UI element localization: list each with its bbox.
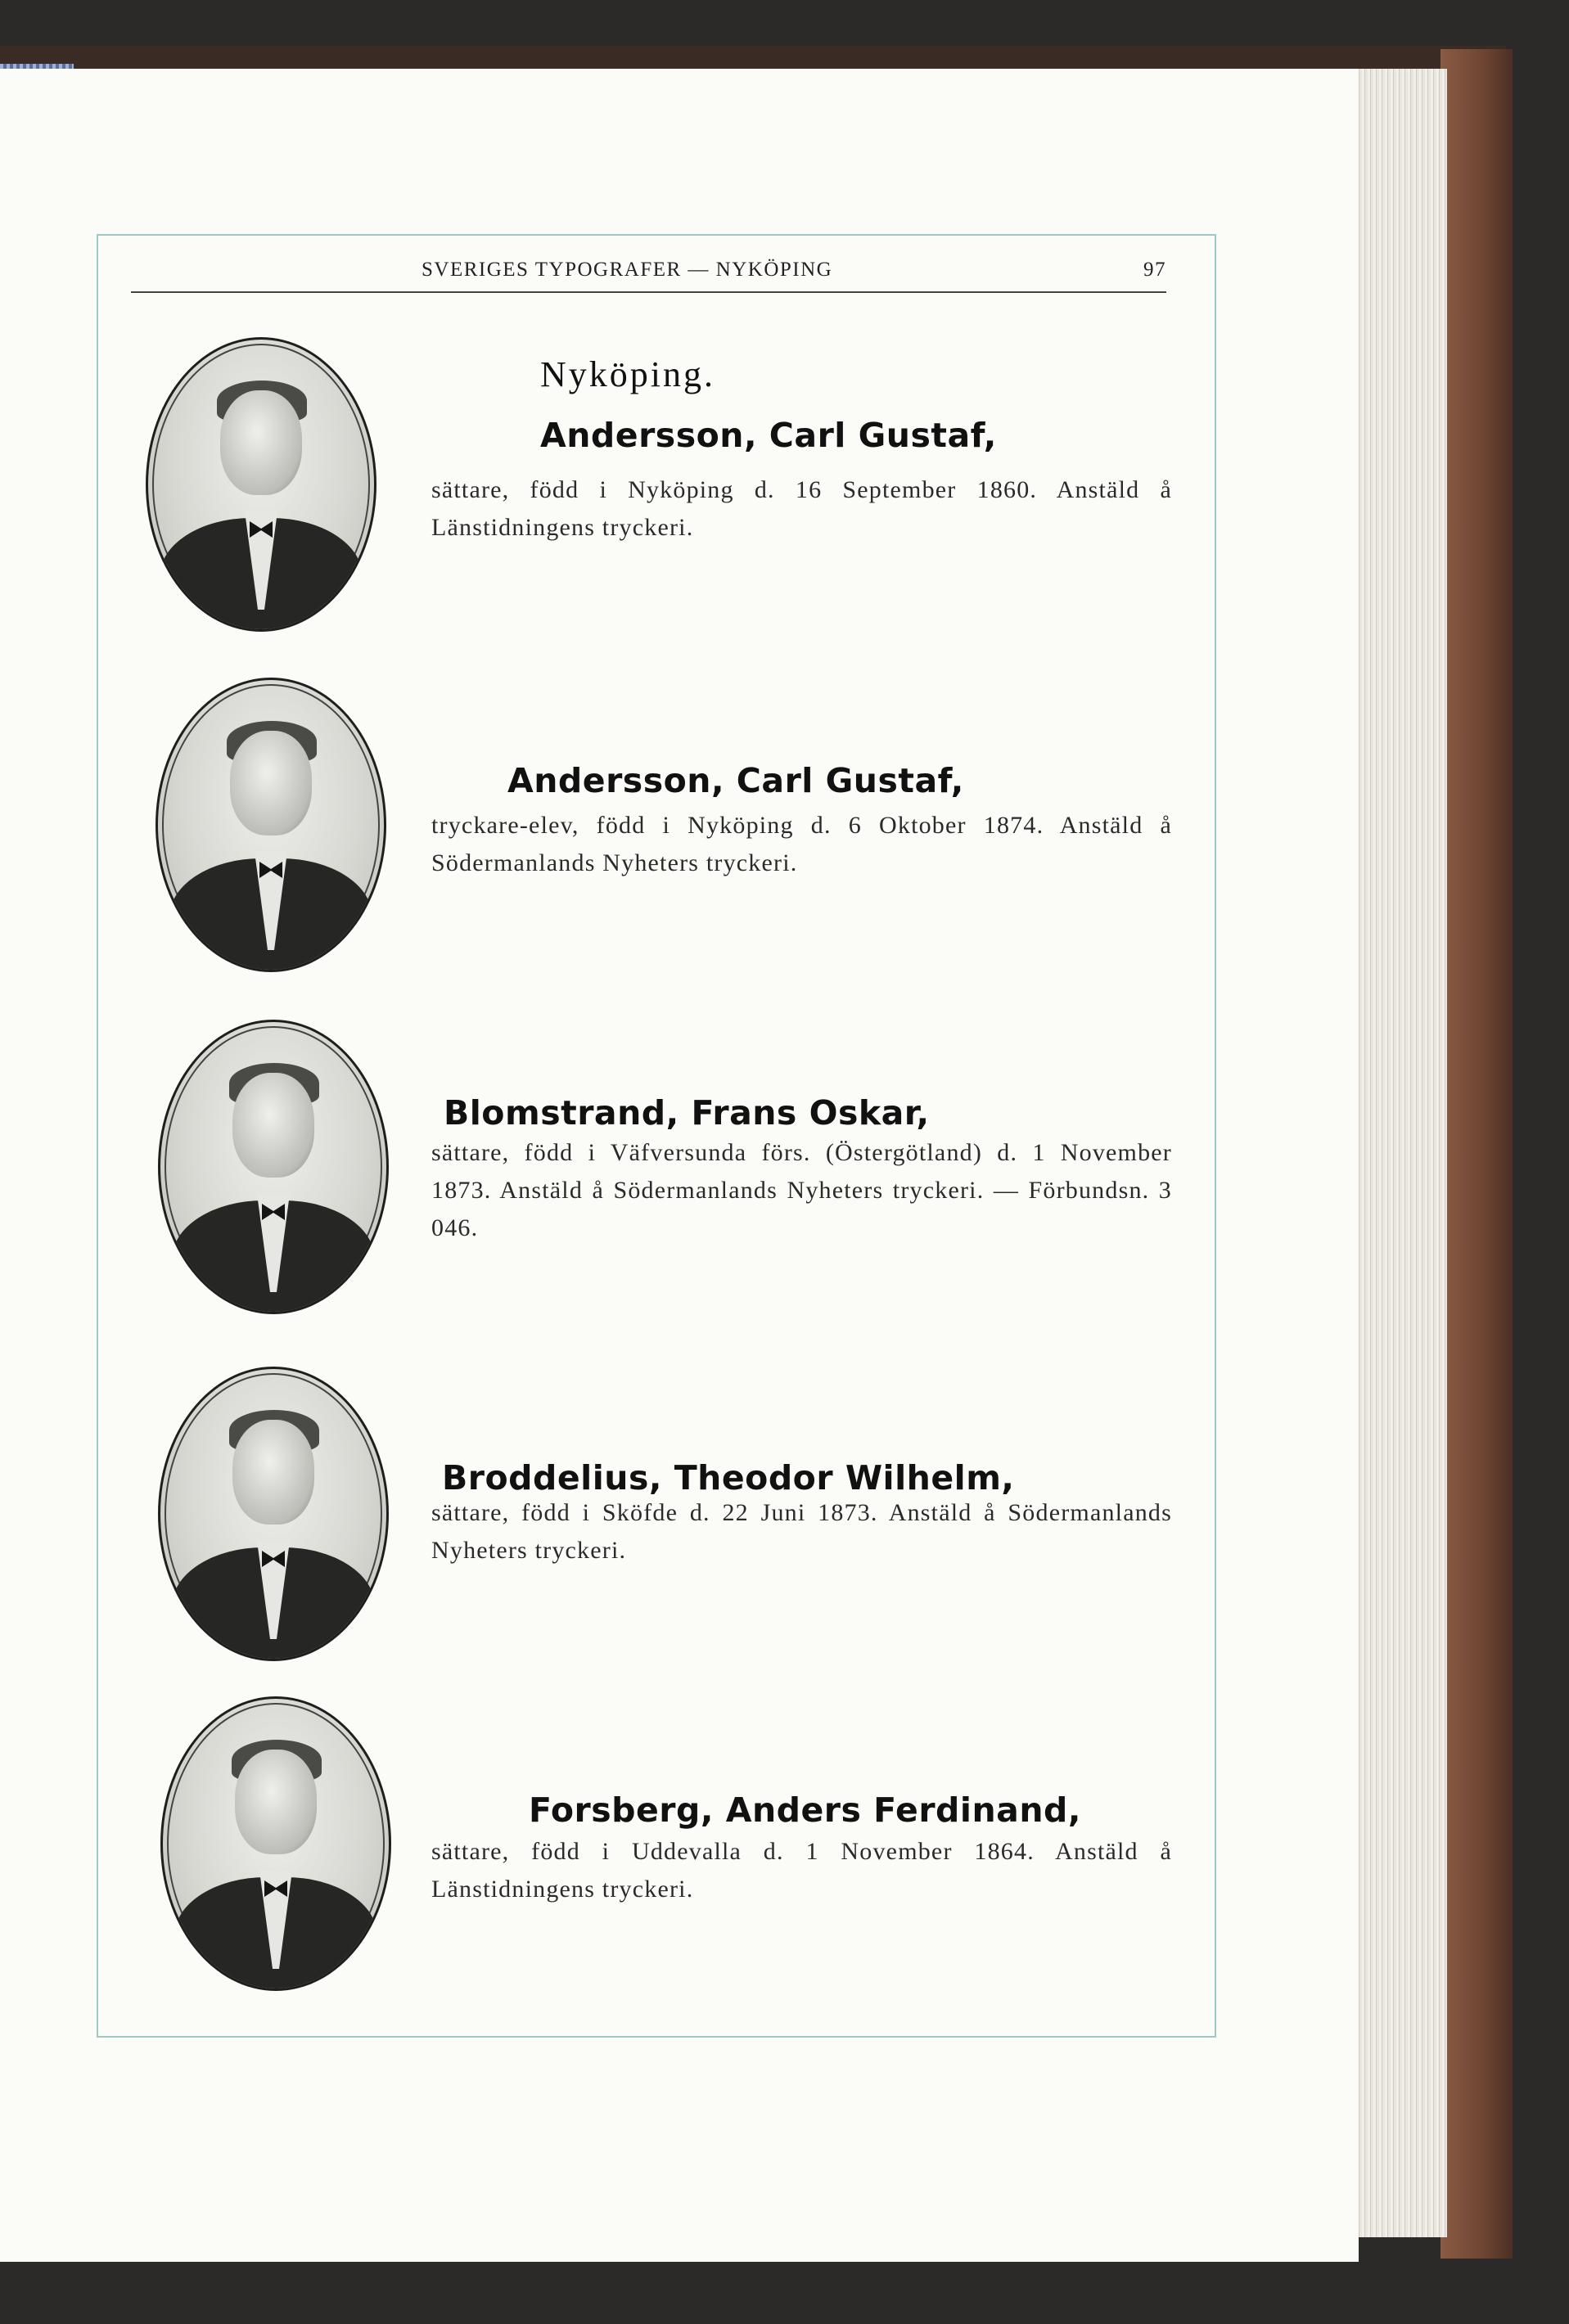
entry-name: Andersson, Carl Gustaf,: [507, 761, 964, 800]
page-number: 97: [1143, 259, 1166, 281]
entry-name: Forsberg, Anders Ferdinand,: [529, 1790, 1081, 1830]
running-head: [131, 259, 1166, 291]
entry-name: Broddelius, Theodor Wilhelm,: [442, 1458, 1015, 1498]
book-cover-spine-edge: [1441, 49, 1513, 2259]
entry-description: sättare, född i Sköfde d. 22 Juni 1873. Anstäld å Södermanlands Nyheters tryckeri.: [431, 1499, 1172, 1564]
portrait-photo: [156, 678, 386, 972]
portrait-photo: [158, 1367, 389, 1661]
portrait-photo: [146, 337, 376, 632]
entry-description: sättare, född i Nyköping d. 16 September 1860. Anstäld å Länstidningens tryckeri.: [431, 476, 1172, 541]
running-title: SVERIGES TYPOGRAFER — NYKÖPING: [422, 259, 833, 281]
entry-description: sättare, född i Uddevalla d. 1 November 1864. Anstäld å Länstidningens tryckeri.: [431, 1838, 1172, 1903]
header-rule: [131, 291, 1166, 293]
page-edges: [1350, 69, 1447, 2237]
entry-description: tryckare-elev, född i Nyköping d. 6 Oktober 1874. Anstäld å Södermanlands Nyheters tryckeri.: [431, 812, 1172, 876]
portrait-photo: [158, 1020, 389, 1314]
entry-name: Andersson, Carl Gustaf,: [540, 416, 997, 455]
portrait-photo: [160, 1696, 391, 1991]
entry-description: sättare, född i Väfversunda förs. (Östergötland) d. 1 November 1873. Anstäld å Södermanlands Nyheters tryckeri. — Förbundsn. 3 046.: [431, 1139, 1172, 1241]
section-title: Nyköping.: [540, 354, 715, 394]
entry-name: Blomstrand, Frans Oskar,: [444, 1093, 930, 1133]
